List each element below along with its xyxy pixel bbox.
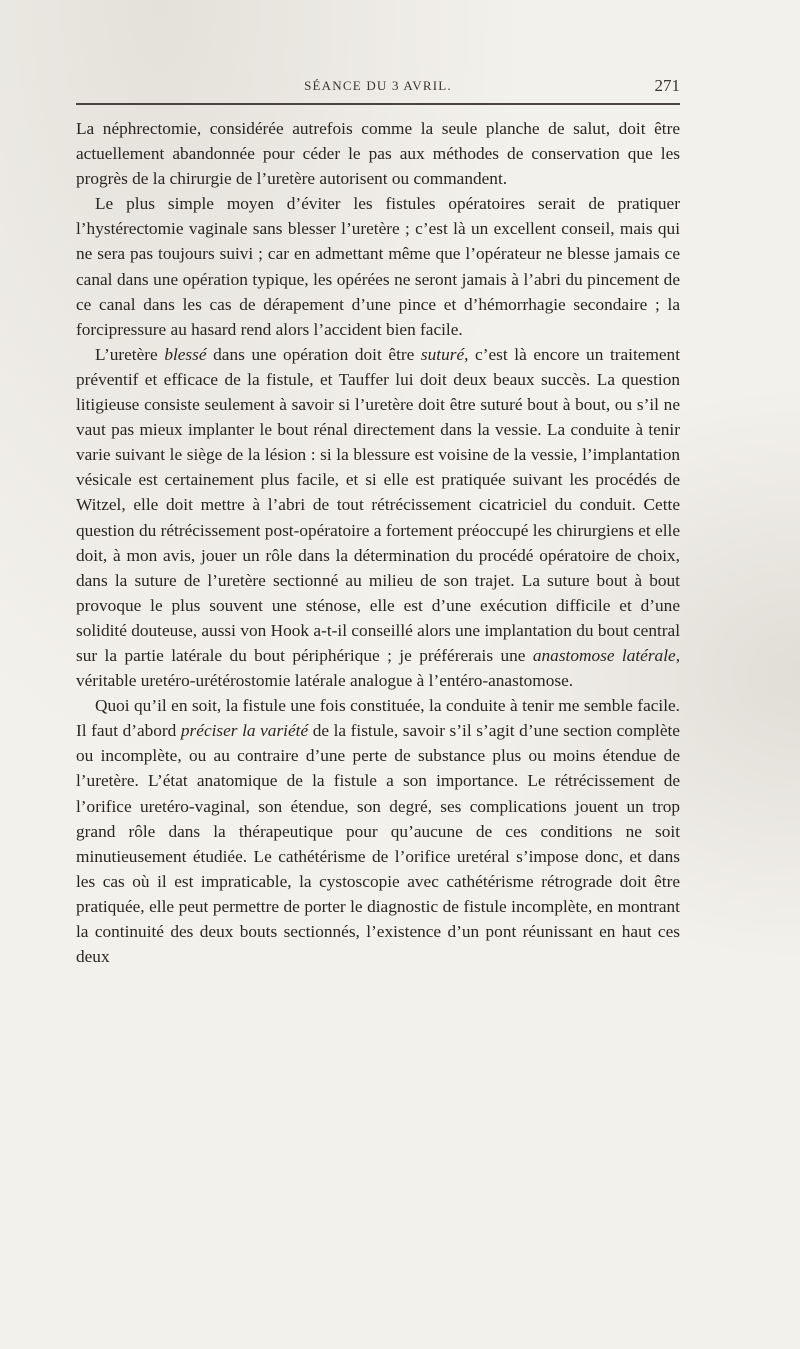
header-rule (76, 103, 680, 105)
text-run: La néphrectomie, considérée autrefois comme la seule planche de salut, doit être actuellement abandonnée pour céder le pas aux méthodes de conservation que les progrès de la chirurgie de l’uretère autorisent ou commandent. (76, 119, 680, 189)
paragraph (76, 342, 680, 693)
paragraph (76, 116, 680, 191)
text-run: Quoi qu’il en soit, la fistule une fois constituée, la conduite à tenir me semble facile. Il faut d’abord (76, 696, 680, 741)
text-run: , véritable uretéro-urétérostomie latérale analogue à l’entéro-anastomose. (76, 645, 681, 691)
italic-text: préciser la variété (180, 721, 309, 741)
running-title: SÉANCE DU 3 AVRIL. (304, 78, 452, 93)
paragraph (76, 191, 680, 342)
italic-text: blessé (164, 344, 207, 364)
running-head (76, 76, 680, 98)
text-run: Le plus simple moyen d’éviter les fistules opératoires serait de pratiquer l’hystérectomie vaginale sans blesser l’uretère ; c’est là un excellent conseil, mais qui ne sera pas toujours suivi ; car en admettant même que l’opérateur ne blesse jamais ce canal dans une opération typique, les opérées ne seront jamais à l’abri du pincement de ce canal dans les cas de dérapement d’une pince et d’hémorrhagie secondaire ; la forcipressure au hasard rend alors l’accident bien facile. (76, 194, 680, 339)
body-text (76, 116, 680, 969)
text-run: L’uretère (95, 344, 165, 364)
italic-text: anastomose latérale (532, 645, 676, 665)
text-run: , c’est là encore un traitement préventif et efficace de la fistule, et Tauffer lui doit deux beaux succès. La question litigieuse consiste seulement à savoir si l’uretère doit être suturé bout à bout, ou s’il ne vaut pas mieux implanter le bout rénal directement dans la vessie. La conduite à tenir varie suivant le siège de la lésion : si la blessure est voisine de la vessie, l’implantation vésicale est certainement plus facile, et si elle est pratiquée suivant les procédés de Witzel, elle doit mettre à l’abri de tout rétrécissement cicatriciel du conduit. Cette question du rétrécissement post-opératoire a fortement préoccupé les chirurgiens et elle doit, à mon avis, jouer un rôle dans la détermination du procédé opératoire de choix, dans la suture de l’uretère sectionné au milieu de son trajet. La suture bout à bout provoque le plus souvent une sténose, elle est d’une exécution difficile et d’une solidité douteuse, aussi von Hook a-t-il conseillé alors une implantation du bout central sur la partie latérale du bout périphérique ; je préférerais une (76, 344, 680, 665)
text-run: dans une opération doit être (206, 344, 421, 364)
page-number: 271 (654, 76, 680, 95)
paragraph (76, 693, 680, 969)
text-run: de la fistule, savoir s’il s’agit d’une section complète ou incomplète, ou au contraire d’une perte de substance plus ou moins étendue de l’uretère. L’état anatomique de la fistule a son importance. Le rétrécissement de l’orifice uretéro-vaginal, son étendue, son degré, ses complications jouent un trop grand rôle dans la thérapeutique pour qu’aucune de ces conditions ne soit minutieusement étudiée. Le cathétérisme de l’orifice uretéral s’impose donc, et dans les cas où il est impraticable, la cystoscopie avec cathétérisme rétrograde doit être pratiquée, elle peut permettre de porter le diagnostic de fistule incomplète, en montrant la continuité des deux bouts sectionnés, l’existence d’un pont réunissant en haut ces deux (76, 721, 680, 967)
italic-text: suturé (420, 344, 465, 364)
